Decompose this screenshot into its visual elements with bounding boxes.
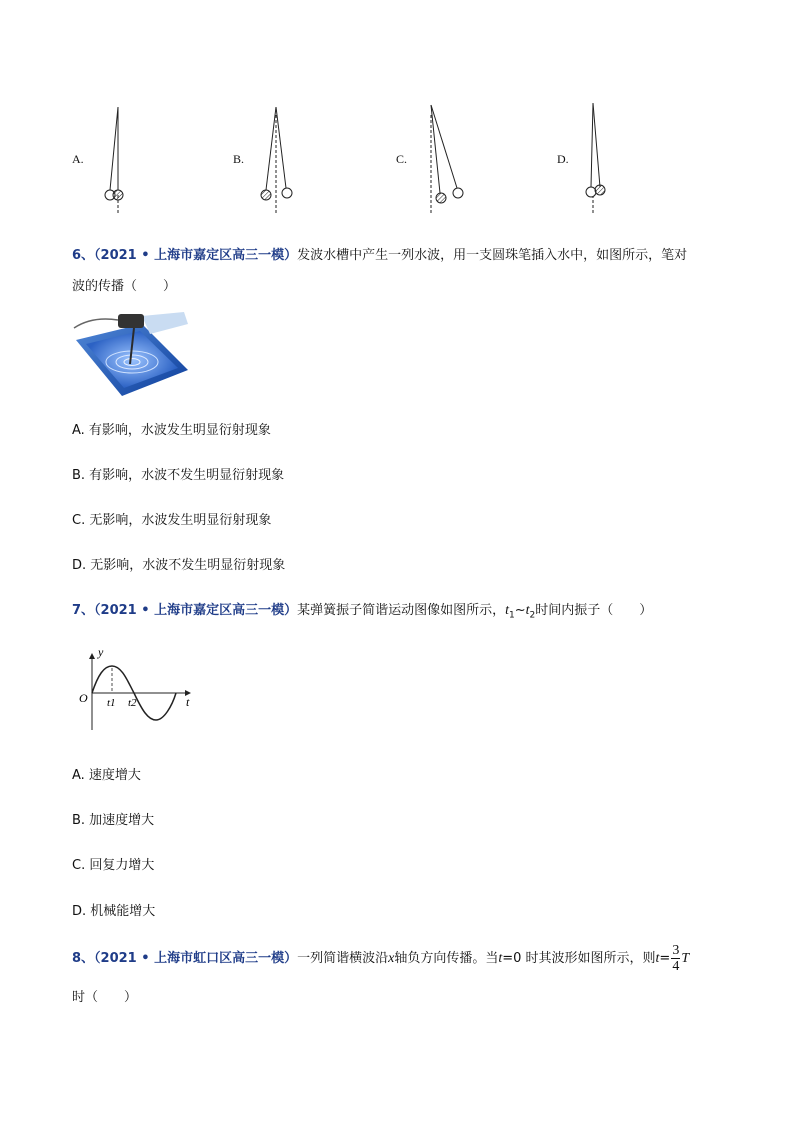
option-label-a: A. (72, 152, 84, 166)
option-label-b: B. (233, 152, 245, 166)
question-7-number: 7、 (72, 603, 95, 618)
question-8-t-var: t (498, 951, 503, 966)
option-label-d: D. (557, 152, 569, 166)
question-7-option-d: D. 机械能增大 (72, 904, 156, 919)
question-6-stem-line1 (72, 244, 687, 263)
question-8-number: 8、 (72, 951, 95, 966)
question-8-text-c: =0 时其波形如图所示，则 (502, 951, 656, 966)
question-8-text-line2: 时（ ） (72, 990, 138, 1005)
shm-graph (72, 642, 202, 734)
question-6-text-line1: 发波水槽中产生一列水波，用一支圆珠笔插入水中，如图所示，笔对 (297, 248, 688, 263)
question-7-t2: t (525, 603, 530, 618)
question-6-option-d: D. 无影响，水波不发生明显衍射现象 (72, 558, 286, 573)
question-8-fraction (671, 943, 680, 974)
question-7-t2-sub: 2 (529, 610, 536, 621)
question-7-text-after: 时间内振子（ ） (535, 603, 653, 618)
pendulum-figures (0, 95, 794, 220)
question-7-stem (72, 599, 652, 621)
t1-label: t1 (107, 697, 116, 709)
y-axis-label: y (98, 645, 104, 659)
question-7-option-c: C. 回复力增大 (72, 858, 155, 873)
origin-label: O (79, 691, 88, 705)
question-8-x-var: x (388, 951, 395, 966)
question-6-option-c: C. 无影响，水波发生明显衍射现象 (72, 513, 272, 528)
question-8-source: （2021 • 上海市虹口区高三一模） (94, 951, 298, 966)
question-8-text-a: 一列简谐横波沿 (297, 951, 389, 966)
question-6-number: 6、 (72, 248, 95, 263)
question-7-tilde: ~ (514, 603, 526, 618)
fraction-numerator: 3 (672, 943, 680, 958)
question-7-source: （2021 • 上海市嘉定区高三一模） (94, 603, 298, 618)
t-axis-label: t (186, 695, 190, 709)
question-6-option-a: A. 有影响，水波发生明显衍射现象 (72, 423, 271, 438)
pendulum-c-figure (431, 105, 463, 213)
question-7-t1-sub: 1 (509, 610, 515, 621)
pendulum-b-figure (261, 107, 292, 213)
question-8-T-var: T (681, 951, 690, 966)
option-label-c: C. (396, 152, 408, 166)
question-7-option-b: B. 加速度增大 (72, 813, 155, 828)
question-7-option-a: A. 速度增大 (72, 768, 141, 783)
question-8-text-b: 轴负方向传播。当 (394, 951, 499, 966)
pendulum-d-figure (586, 103, 605, 213)
question-7-t1: t (505, 603, 509, 618)
pendulum-a-figure (105, 107, 123, 213)
question-8-eq: = (659, 951, 671, 966)
question-6-text-line2: 波的传播（ ） (72, 279, 177, 294)
water-tank-photo (72, 310, 190, 398)
question-8-t-var2: t (655, 951, 660, 966)
question-6-option-b: B. 有影响，水波不发生明显衍射现象 (72, 468, 285, 483)
question-8-stem-line1 (72, 943, 689, 974)
t2-label: t2 (128, 697, 137, 709)
fraction-denominator: 4 (672, 959, 680, 974)
question-7-text-before: 某弹簧振子简谐运动图像如图所示， (297, 603, 506, 618)
question-6-source: （2021 • 上海市嘉定区高三一模） (94, 248, 298, 263)
